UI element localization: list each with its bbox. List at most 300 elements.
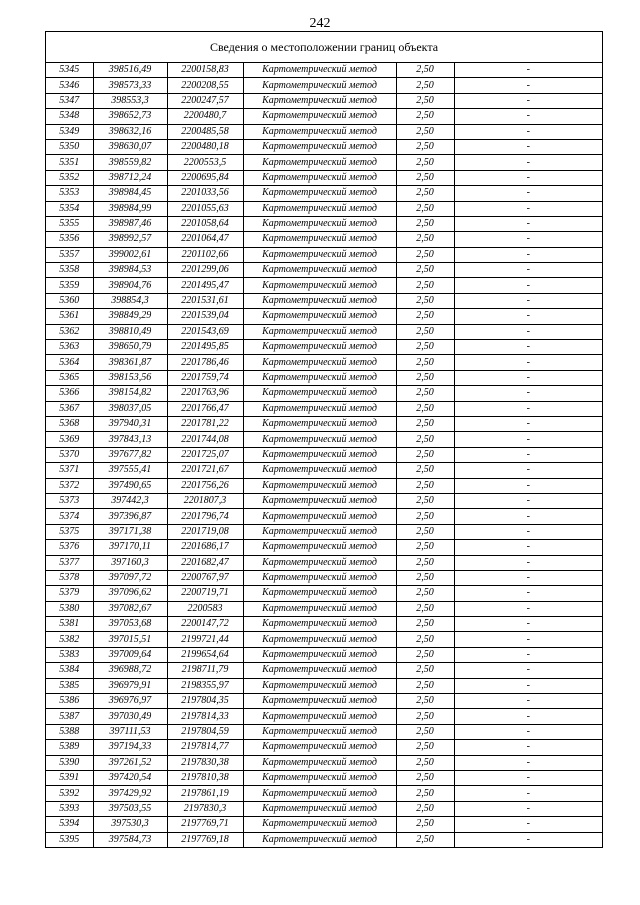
y-coordinate-cell: 2201721,67 (167, 463, 243, 478)
x-coordinate-cell: 399002,61 (93, 247, 167, 262)
method-cell: Картометрический метод (243, 817, 396, 832)
description-cell: - (454, 647, 602, 662)
point-number-cell: 5390 (46, 755, 93, 770)
method-cell: Картометрический метод (243, 247, 396, 262)
accuracy-cell: 2,50 (396, 770, 454, 785)
method-cell: Картометрический метод (243, 570, 396, 585)
accuracy-cell: 2,50 (396, 801, 454, 816)
x-coordinate-cell: 397429,92 (93, 786, 167, 801)
method-cell: Картометрический метод (243, 370, 396, 385)
x-coordinate-cell: 398712,24 (93, 170, 167, 185)
accuracy-cell: 2,50 (396, 186, 454, 201)
method-cell: Картометрический метод (243, 601, 396, 616)
y-coordinate-cell: 2200158,83 (167, 63, 243, 78)
accuracy-cell: 2,50 (396, 63, 454, 78)
accuracy-cell: 2,50 (396, 493, 454, 508)
method-cell: Картометрический метод (243, 493, 396, 508)
point-number-cell: 5380 (46, 601, 93, 616)
method-cell: Картометрический метод (243, 755, 396, 770)
point-number-cell: 5387 (46, 709, 93, 724)
x-coordinate-cell: 397940,31 (93, 416, 167, 431)
method-cell: Картометрический метод (243, 78, 396, 93)
y-coordinate-cell: 2200208,55 (167, 78, 243, 93)
description-cell: - (454, 617, 602, 632)
y-coordinate-cell: 2201756,26 (167, 478, 243, 493)
point-number-cell: 5383 (46, 647, 93, 662)
point-number-cell: 5371 (46, 463, 93, 478)
description-cell: - (454, 432, 602, 447)
y-coordinate-cell: 2200480,7 (167, 109, 243, 124)
point-number-cell: 5361 (46, 309, 93, 324)
point-number-cell: 5384 (46, 663, 93, 678)
description-cell: - (454, 63, 602, 78)
accuracy-cell: 2,50 (396, 555, 454, 570)
y-coordinate-cell: 2201786,46 (167, 355, 243, 370)
accuracy-cell: 2,50 (396, 432, 454, 447)
point-number-cell: 5368 (46, 416, 93, 431)
x-coordinate-cell: 398037,05 (93, 401, 167, 416)
point-number-cell: 5379 (46, 586, 93, 601)
accuracy-cell: 2,50 (396, 740, 454, 755)
accuracy-cell: 2,50 (396, 786, 454, 801)
x-coordinate-cell: 397082,67 (93, 601, 167, 616)
description-cell: - (454, 401, 602, 416)
method-cell: Картометрический метод (243, 647, 396, 662)
y-coordinate-cell: 2198711,79 (167, 663, 243, 678)
y-coordinate-cell: 2197804,59 (167, 724, 243, 739)
method-cell: Картометрический метод (243, 186, 396, 201)
x-coordinate-cell: 398984,99 (93, 201, 167, 216)
table-row (46, 786, 602, 801)
description-cell: - (454, 263, 602, 278)
table-header: Сведения о местоположении границ объекта (46, 32, 602, 63)
x-coordinate-cell: 396979,91 (93, 678, 167, 693)
x-coordinate-cell: 397015,51 (93, 632, 167, 647)
method-cell: Картометрический метод (243, 432, 396, 447)
method-cell: Картометрический метод (243, 309, 396, 324)
table-row (46, 155, 602, 170)
description-cell: - (454, 324, 602, 339)
y-coordinate-cell: 2200553,5 (167, 155, 243, 170)
accuracy-cell: 2,50 (396, 263, 454, 278)
y-coordinate-cell: 2201058,64 (167, 216, 243, 231)
x-coordinate-cell: 397160,3 (93, 555, 167, 570)
accuracy-cell: 2,50 (396, 216, 454, 231)
description-cell: - (454, 817, 602, 832)
point-number-cell: 5348 (46, 109, 93, 124)
x-coordinate-cell: 398630,07 (93, 139, 167, 154)
accuracy-cell: 2,50 (396, 293, 454, 308)
table-body (46, 63, 602, 847)
accuracy-cell: 2,50 (396, 601, 454, 616)
table-row (46, 463, 602, 478)
table-row (46, 109, 602, 124)
description-cell: - (454, 447, 602, 462)
y-coordinate-cell: 2197861,19 (167, 786, 243, 801)
point-number-cell: 5364 (46, 355, 93, 370)
accuracy-cell: 2,50 (396, 678, 454, 693)
table-row (46, 401, 602, 416)
accuracy-cell: 2,50 (396, 201, 454, 216)
point-number-cell: 5354 (46, 201, 93, 216)
x-coordinate-cell: 397677,82 (93, 447, 167, 462)
accuracy-cell: 2,50 (396, 78, 454, 93)
page-number: 242 (309, 16, 331, 31)
table-row (46, 263, 602, 278)
accuracy-cell: 2,50 (396, 278, 454, 293)
table-row (46, 216, 602, 231)
x-coordinate-cell: 398361,87 (93, 355, 167, 370)
table-row (46, 740, 602, 755)
y-coordinate-cell: 2201763,96 (167, 386, 243, 401)
point-number-cell: 5376 (46, 540, 93, 555)
description-cell: - (454, 278, 602, 293)
accuracy-cell: 2,50 (396, 586, 454, 601)
table-row (46, 817, 602, 832)
point-number-cell: 5365 (46, 370, 93, 385)
y-coordinate-cell: 2200480,18 (167, 139, 243, 154)
x-coordinate-cell: 397170,11 (93, 540, 167, 555)
x-coordinate-cell: 397097,72 (93, 570, 167, 585)
method-cell: Картометрический метод (243, 509, 396, 524)
x-coordinate-cell: 397096,62 (93, 586, 167, 601)
table-row (46, 570, 602, 585)
method-cell: Картометрический метод (243, 155, 396, 170)
method-cell: Картометрический метод (243, 724, 396, 739)
table-row (46, 186, 602, 201)
table-row (46, 770, 602, 785)
table-row (46, 93, 602, 108)
x-coordinate-cell: 398849,29 (93, 309, 167, 324)
boundary-table-container (45, 31, 603, 848)
x-coordinate-cell: 397442,3 (93, 493, 167, 508)
description-cell: - (454, 509, 602, 524)
method-cell: Картометрический метод (243, 447, 396, 462)
point-number-cell: 5391 (46, 770, 93, 785)
description-cell: - (454, 694, 602, 709)
x-coordinate-cell: 398904,76 (93, 278, 167, 293)
accuracy-cell: 2,50 (396, 509, 454, 524)
x-coordinate-cell: 397843,13 (93, 432, 167, 447)
y-coordinate-cell: 2201781,22 (167, 416, 243, 431)
description-cell: - (454, 478, 602, 493)
x-coordinate-cell: 397503,55 (93, 801, 167, 816)
x-coordinate-cell: 398984,45 (93, 186, 167, 201)
y-coordinate-cell: 2201495,47 (167, 278, 243, 293)
y-coordinate-cell: 2200583 (167, 601, 243, 616)
x-coordinate-cell: 397584,73 (93, 832, 167, 847)
table-row (46, 324, 602, 339)
accuracy-cell: 2,50 (396, 817, 454, 832)
y-coordinate-cell: 2201102,66 (167, 247, 243, 262)
method-cell: Картометрический метод (243, 694, 396, 709)
x-coordinate-cell: 397030,49 (93, 709, 167, 724)
y-coordinate-cell: 2201055,63 (167, 201, 243, 216)
point-number-cell: 5378 (46, 570, 93, 585)
accuracy-cell: 2,50 (396, 93, 454, 108)
description-cell: - (454, 124, 602, 139)
y-coordinate-cell: 2199721,44 (167, 632, 243, 647)
x-coordinate-cell: 398573,33 (93, 78, 167, 93)
x-coordinate-cell: 397053,68 (93, 617, 167, 632)
y-coordinate-cell: 2200147,72 (167, 617, 243, 632)
accuracy-cell: 2,50 (396, 524, 454, 539)
point-number-cell: 5382 (46, 632, 93, 647)
description-cell: - (454, 832, 602, 847)
point-number-cell: 5385 (46, 678, 93, 693)
description-cell: - (454, 386, 602, 401)
y-coordinate-cell: 2201686,17 (167, 540, 243, 555)
x-coordinate-cell: 398559,82 (93, 155, 167, 170)
table-row (46, 432, 602, 447)
y-coordinate-cell: 2201064,47 (167, 232, 243, 247)
table-row (46, 355, 602, 370)
table-row (46, 555, 602, 570)
table-row (46, 678, 602, 693)
table-row (46, 694, 602, 709)
method-cell: Картометрический метод (243, 586, 396, 601)
method-cell: Картометрический метод (243, 740, 396, 755)
x-coordinate-cell: 398650,79 (93, 340, 167, 355)
table-row (46, 370, 602, 385)
accuracy-cell: 2,50 (396, 155, 454, 170)
accuracy-cell: 2,50 (396, 478, 454, 493)
accuracy-cell: 2,50 (396, 139, 454, 154)
point-number-cell: 5392 (46, 786, 93, 801)
accuracy-cell: 2,50 (396, 694, 454, 709)
accuracy-cell: 2,50 (396, 355, 454, 370)
point-number-cell: 5374 (46, 509, 93, 524)
y-coordinate-cell: 2199654,64 (167, 647, 243, 662)
description-cell: - (454, 416, 602, 431)
accuracy-cell: 2,50 (396, 617, 454, 632)
table-row (46, 386, 602, 401)
method-cell: Картометрический метод (243, 663, 396, 678)
y-coordinate-cell: 2201807,3 (167, 493, 243, 508)
x-coordinate-cell: 396988,72 (93, 663, 167, 678)
y-coordinate-cell: 2197769,71 (167, 817, 243, 832)
y-coordinate-cell: 2197830,38 (167, 755, 243, 770)
accuracy-cell: 2,50 (396, 632, 454, 647)
description-cell: - (454, 170, 602, 185)
x-coordinate-cell: 398992,57 (93, 232, 167, 247)
point-number-cell: 5350 (46, 139, 93, 154)
x-coordinate-cell: 396976,97 (93, 694, 167, 709)
table-row (46, 724, 602, 739)
table-row (46, 340, 602, 355)
point-number-cell: 5360 (46, 293, 93, 308)
point-number-cell: 5351 (46, 155, 93, 170)
y-coordinate-cell: 2200767,97 (167, 570, 243, 585)
point-number-cell: 5395 (46, 832, 93, 847)
y-coordinate-cell: 2201725,07 (167, 447, 243, 462)
description-cell: - (454, 216, 602, 231)
table-row (46, 447, 602, 462)
description-cell: - (454, 370, 602, 385)
description-cell: - (454, 755, 602, 770)
y-coordinate-cell: 2201682,47 (167, 555, 243, 570)
x-coordinate-cell: 398516,49 (93, 63, 167, 78)
x-coordinate-cell: 397396,87 (93, 509, 167, 524)
x-coordinate-cell: 397490,65 (93, 478, 167, 493)
accuracy-cell: 2,50 (396, 309, 454, 324)
y-coordinate-cell: 2201033,56 (167, 186, 243, 201)
x-coordinate-cell: 398632,16 (93, 124, 167, 139)
description-cell: - (454, 570, 602, 585)
point-number-cell: 5386 (46, 694, 93, 709)
point-number-cell: 5388 (46, 724, 93, 739)
x-coordinate-cell: 398154,82 (93, 386, 167, 401)
y-coordinate-cell: 2197814,33 (167, 709, 243, 724)
table-row (46, 63, 602, 78)
table-row (46, 293, 602, 308)
method-cell: Картометрический метод (243, 540, 396, 555)
x-coordinate-cell: 397111,53 (93, 724, 167, 739)
table-row (46, 201, 602, 216)
accuracy-cell: 2,50 (396, 370, 454, 385)
accuracy-cell: 2,50 (396, 386, 454, 401)
point-number-cell: 5366 (46, 386, 93, 401)
table-row (46, 509, 602, 524)
table-row (46, 78, 602, 93)
description-cell: - (454, 632, 602, 647)
table-row (46, 617, 602, 632)
point-number-cell: 5352 (46, 170, 93, 185)
method-cell: Картометрический метод (243, 63, 396, 78)
y-coordinate-cell: 2201299,06 (167, 263, 243, 278)
description-cell: - (454, 247, 602, 262)
method-cell: Картометрический метод (243, 416, 396, 431)
description-cell: - (454, 801, 602, 816)
method-cell: Картометрический метод (243, 139, 396, 154)
description-cell: - (454, 770, 602, 785)
accuracy-cell: 2,50 (396, 540, 454, 555)
point-number-cell: 5356 (46, 232, 93, 247)
description-cell: - (454, 201, 602, 216)
accuracy-cell: 2,50 (396, 663, 454, 678)
method-cell: Картометрический метод (243, 124, 396, 139)
table-row (46, 709, 602, 724)
point-number-cell: 5359 (46, 278, 93, 293)
method-cell: Картометрический метод (243, 801, 396, 816)
description-cell: - (454, 740, 602, 755)
x-coordinate-cell: 398652,73 (93, 109, 167, 124)
x-coordinate-cell: 397420,54 (93, 770, 167, 785)
y-coordinate-cell: 2197769,18 (167, 832, 243, 847)
y-coordinate-cell: 2201495,85 (167, 340, 243, 355)
table-row (46, 493, 602, 508)
description-cell: - (454, 340, 602, 355)
y-coordinate-cell: 2197804,35 (167, 694, 243, 709)
method-cell: Картометрический метод (243, 786, 396, 801)
x-coordinate-cell: 397171,38 (93, 524, 167, 539)
y-coordinate-cell: 2200485,58 (167, 124, 243, 139)
x-coordinate-cell: 398987,46 (93, 216, 167, 231)
method-cell: Картометрический метод (243, 832, 396, 847)
y-coordinate-cell: 2198355,97 (167, 678, 243, 693)
accuracy-cell: 2,50 (396, 324, 454, 339)
method-cell: Картометрический метод (243, 232, 396, 247)
y-coordinate-cell: 2197810,38 (167, 770, 243, 785)
point-number-cell: 5349 (46, 124, 93, 139)
method-cell: Картометрический метод (243, 93, 396, 108)
method-cell: Картометрический метод (243, 386, 396, 401)
method-cell: Картометрический метод (243, 632, 396, 647)
x-coordinate-cell: 397194,33 (93, 740, 167, 755)
point-number-cell: 5369 (46, 432, 93, 447)
y-coordinate-cell: 2200719,71 (167, 586, 243, 601)
y-coordinate-cell: 2201744,08 (167, 432, 243, 447)
description-cell: - (454, 524, 602, 539)
table-row (46, 416, 602, 431)
table-row (46, 278, 602, 293)
description-cell: - (454, 678, 602, 693)
y-coordinate-cell: 2201796,74 (167, 509, 243, 524)
y-coordinate-cell: 2201759,74 (167, 370, 243, 385)
accuracy-cell: 2,50 (396, 124, 454, 139)
accuracy-cell: 2,50 (396, 463, 454, 478)
table-row (46, 170, 602, 185)
table-row (46, 139, 602, 154)
method-cell: Картометрический метод (243, 170, 396, 185)
y-coordinate-cell: 2200695,84 (167, 170, 243, 185)
accuracy-cell: 2,50 (396, 340, 454, 355)
table-row (46, 309, 602, 324)
point-number-cell: 5377 (46, 555, 93, 570)
point-number-cell: 5345 (46, 63, 93, 78)
accuracy-cell: 2,50 (396, 170, 454, 185)
description-cell: - (454, 309, 602, 324)
method-cell: Картометрический метод (243, 478, 396, 493)
description-cell: - (454, 186, 602, 201)
point-number-cell: 5353 (46, 186, 93, 201)
table-row (46, 601, 602, 616)
y-coordinate-cell: 2201766,47 (167, 401, 243, 416)
method-cell: Картометрический метод (243, 617, 396, 632)
method-cell: Картометрический метод (243, 293, 396, 308)
accuracy-cell: 2,50 (396, 109, 454, 124)
accuracy-cell: 2,50 (396, 647, 454, 662)
description-cell: - (454, 355, 602, 370)
method-cell: Картометрический метод (243, 340, 396, 355)
method-cell: Картометрический метод (243, 278, 396, 293)
x-coordinate-cell: 398810,49 (93, 324, 167, 339)
point-number-cell: 5346 (46, 78, 93, 93)
method-cell: Картометрический метод (243, 463, 396, 478)
accuracy-cell: 2,50 (396, 447, 454, 462)
table-row (46, 247, 602, 262)
x-coordinate-cell: 398854,3 (93, 293, 167, 308)
table-row (46, 632, 602, 647)
y-coordinate-cell: 2201543,69 (167, 324, 243, 339)
method-cell: Картометрический метод (243, 263, 396, 278)
point-number-cell: 5372 (46, 478, 93, 493)
accuracy-cell: 2,50 (396, 232, 454, 247)
description-cell: - (454, 93, 602, 108)
description-cell: - (454, 232, 602, 247)
point-number-cell: 5357 (46, 247, 93, 262)
y-coordinate-cell: 2201531,61 (167, 293, 243, 308)
table-row (46, 663, 602, 678)
table-row (46, 832, 602, 847)
description-cell: - (454, 139, 602, 154)
x-coordinate-cell: 398553,3 (93, 93, 167, 108)
point-number-cell: 5347 (46, 93, 93, 108)
accuracy-cell: 2,50 (396, 570, 454, 585)
x-coordinate-cell: 397555,41 (93, 463, 167, 478)
accuracy-cell: 2,50 (396, 416, 454, 431)
description-cell: - (454, 493, 602, 508)
